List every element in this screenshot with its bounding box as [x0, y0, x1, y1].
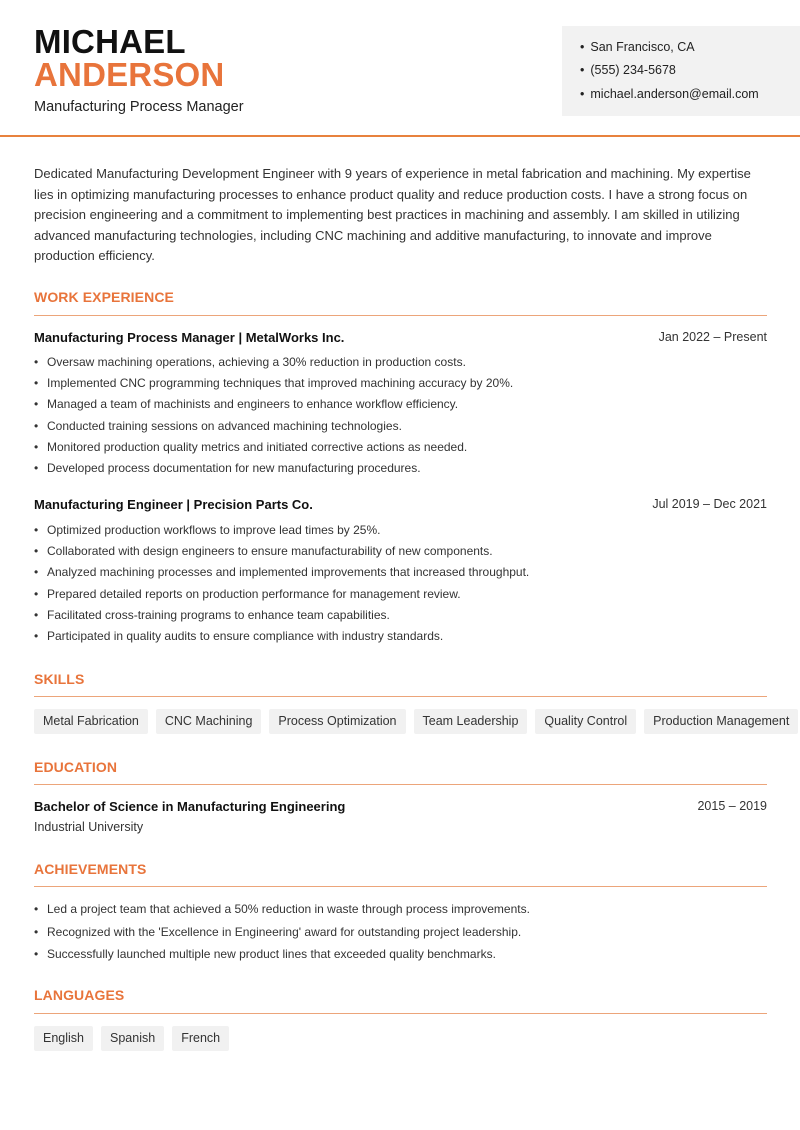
list-item: • Oversaw machining operations, achieving a 30% reduction in production costs. — [34, 352, 764, 373]
skills-list — [34, 709, 798, 734]
achievements-list — [34, 898, 764, 966]
education-school: Industrial University — [34, 820, 144, 834]
education-dates: 2015 – 2019 — [697, 799, 767, 813]
section-divider — [34, 696, 767, 697]
job-heading: Manufacturing Process Manager | MetalWorks Inc. — [34, 330, 345, 345]
list-item: • Successfully launched multiple new product lines that exceeded quality benchmarks. — [34, 943, 764, 966]
skill-tag: CNC Machining — [156, 709, 262, 734]
section-title-work: WORK EXPERIENCE — [34, 289, 174, 305]
skill-tag: Team Leadership — [414, 709, 528, 734]
last-name: ANDERSON — [34, 56, 225, 93]
skill-tag: Quality Control — [535, 709, 636, 734]
language-tag: Spanish — [101, 1026, 164, 1051]
section-title-education: EDUCATION — [34, 759, 118, 775]
skill-tag: Metal Fabrication — [34, 709, 148, 734]
section-divider — [34, 315, 767, 316]
job-bullet-list — [34, 520, 764, 647]
summary-paragraph: Dedicated Manufacturing Development Engineer with 9 years of experience in metal fabrication and machining. My expertise lies in optimizing manufacturing processes to enhance product quality and reduce production costs. I have a strong focus on precision engineering and a commitment to implementing best practices in machining and assembly. I am skilled in utilizing advanced manufacturing technologies, including CNC machining and additive manufacturing, to innovate and improve production efficiency. — [34, 166, 751, 263]
language-tag: English — [34, 1026, 93, 1051]
list-item: • Monitored production quality metrics and initiated corrective actions as needed. — [34, 437, 764, 458]
list-item: • Analyzed machining processes and implemented improvements that increased throughput. — [34, 562, 764, 583]
section-divider — [34, 784, 767, 785]
list-item: • Led a project team that achieved a 50% reduction in waste through process improvements. — [34, 898, 764, 921]
section-title-languages: LANGUAGES — [34, 987, 125, 1003]
list-item: • Collaborated with design engineers to ensure manufacturability of new components. — [34, 541, 764, 562]
job-dates: Jan 2022 – Present — [658, 330, 767, 344]
list-item: • Managed a team of machinists and engineers to enhance workflow efficiency. — [34, 394, 764, 415]
section-divider — [34, 1013, 767, 1014]
job-dates: Jul 2019 – Dec 2021 — [652, 497, 767, 511]
language-tag: French — [172, 1026, 229, 1051]
contact-location: • San Francisco, CA — [580, 40, 695, 54]
skill-tag: Production Management — [644, 709, 798, 734]
list-item: • Facilitated cross-training programs to enhance team capabilities. — [34, 605, 764, 626]
first-name: MICHAEL — [34, 23, 186, 60]
resume-header — [0, 0, 800, 137]
section-title-achievements: ACHIEVEMENTS — [34, 861, 147, 877]
section-title-skills: SKILLS — [34, 671, 85, 687]
contact-phone: • (555) 234-5678 — [580, 63, 676, 77]
job-bullet-list — [34, 352, 764, 479]
list-item: • Implemented CNC programming techniques that improved machining accuracy by 20%. — [34, 373, 764, 394]
list-item: • Conducted training sessions on advanced machining technologies. — [34, 416, 764, 437]
contact-email[interactable]: • michael.anderson@email.com — [580, 87, 759, 101]
education-degree: Bachelor of Science in Manufacturing Engineering — [34, 799, 346, 814]
job-title: Manufacturing Process Manager — [34, 99, 244, 115]
list-item: • Participated in quality audits to ensure compliance with industry standards. — [34, 626, 764, 647]
job-heading: Manufacturing Engineer | Precision Parts Co. — [34, 497, 313, 512]
list-item: • Optimized production workflows to improve lead times by 25%. — [34, 520, 764, 541]
list-item: • Recognized with the 'Excellence in Engineering' award for outstanding project leadership. — [34, 921, 764, 944]
contact-box — [562, 26, 800, 116]
list-item: • Developed process documentation for new manufacturing procedures. — [34, 458, 764, 479]
list-item: • Prepared detailed reports on production performance for management review. — [34, 584, 764, 605]
skill-tag: Process Optimization — [269, 709, 405, 734]
section-divider — [34, 886, 767, 887]
languages-list — [34, 1026, 229, 1051]
